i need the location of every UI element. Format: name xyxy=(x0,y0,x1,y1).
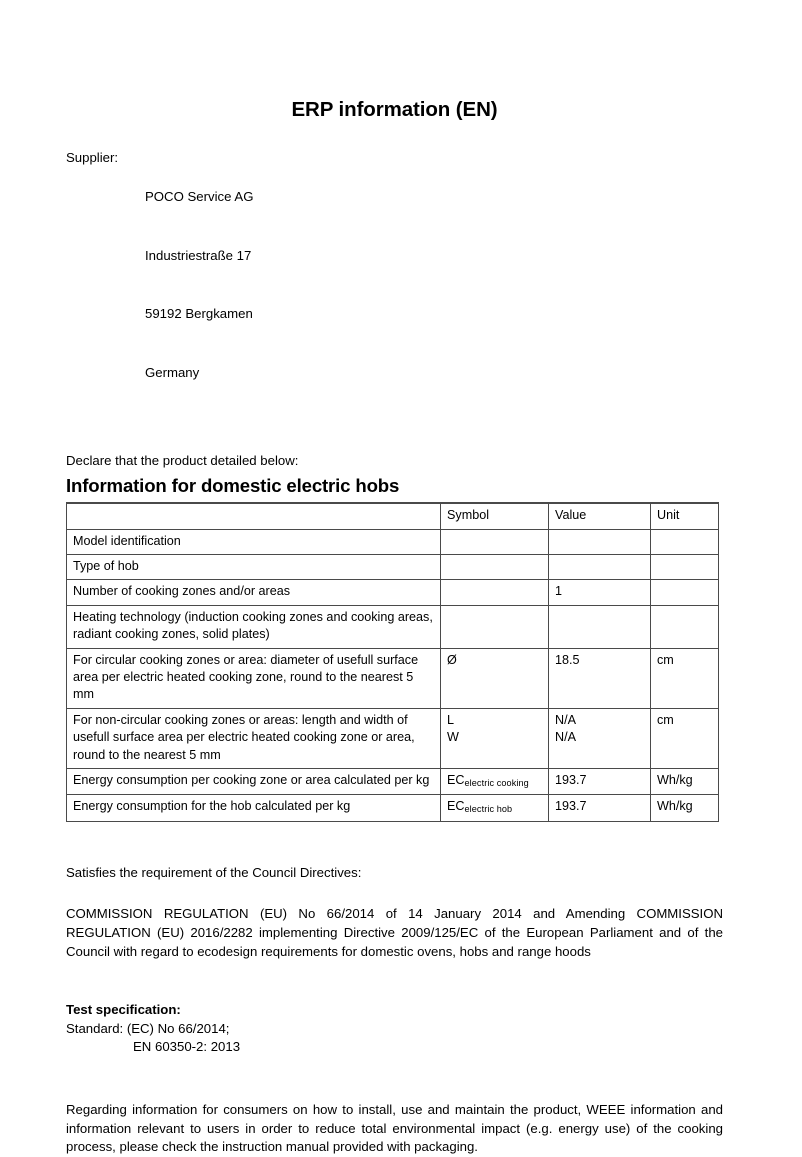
row-value xyxy=(549,529,651,554)
symbol-main: EC xyxy=(447,799,465,814)
closing-paragraph: Regarding information for consumers on how to install, use and maintain the product, WEEE information and information relevant to users in order to reduce total environmental impact (e.g. energy use) of the cooking process, please check the instruction manual provided with packaging. xyxy=(66,1102,723,1155)
row-description: Heating technology (induction cooking zones and cooking areas, radiant cooking zones, solid plates) xyxy=(67,605,441,648)
regulation-paragraph: COMMISSION REGULATION (EU) No 66/2014 of 14 January 2014 and Amending COMMISSION REGULATION (EU) 2016/2282 implementing Directive 2009/125/EC of the European Parliament and of the Council with regard to ecodesign requirements for domestic ovens, hobs and range hoods xyxy=(66,906,723,959)
row-description: Model identification xyxy=(67,529,441,554)
supplier-address-line: Germany xyxy=(145,365,200,381)
row-description: For circular cooking zones or area: diameter of usefull surface area per electric heated cooking zone, round to the nearest 5 mm xyxy=(67,648,441,708)
table-header-description xyxy=(67,503,441,529)
row-value: 193.7 xyxy=(549,769,651,795)
table-row xyxy=(67,795,719,821)
supplier-label: Supplier: xyxy=(66,149,119,165)
declare-statement: Declare that the product detailed below: xyxy=(66,452,299,468)
symbol-subscript: electric hob xyxy=(464,804,513,815)
table-row xyxy=(67,555,719,580)
row-unit: cm xyxy=(651,648,719,708)
test-specification-standard-second: EN 60350-2: 2013 xyxy=(133,1039,241,1055)
row-symbol-length: L xyxy=(447,712,455,727)
supplier-row xyxy=(66,148,723,422)
row-unit xyxy=(651,555,719,580)
row-unit: Wh/kg xyxy=(651,795,719,821)
row-symbol-width: W xyxy=(447,730,459,745)
row-unit: Wh/kg xyxy=(651,769,719,795)
table-header-row xyxy=(67,503,719,529)
table-row xyxy=(67,769,719,795)
table-row xyxy=(67,648,719,708)
row-unit xyxy=(651,605,719,648)
row-symbol-ec-electric-cooking xyxy=(441,769,549,795)
document-content xyxy=(66,0,723,1157)
page-title: ERP information (EN) xyxy=(291,98,498,121)
row-value-length: N/A xyxy=(555,712,576,727)
row-symbol xyxy=(441,605,549,648)
table-row xyxy=(67,605,719,648)
erp-specification-table xyxy=(66,502,719,822)
supplier-address xyxy=(145,148,723,422)
row-unit xyxy=(651,529,719,554)
row-description: Energy consumption for the hob calculated per kg xyxy=(67,795,441,821)
symbol-subscript: electric cooking xyxy=(464,778,529,789)
row-description: For non-circular cooking zones or areas: length and width of usefull surface area per electric heated cooking zone or area, round to the nearest 5 mm xyxy=(67,708,441,768)
table-header-symbol: Symbol xyxy=(441,503,549,529)
test-specification-title: Test specification: xyxy=(66,1002,181,1018)
table-row xyxy=(67,529,719,554)
test-specification-block xyxy=(66,1001,723,1057)
row-symbol-diameter: Ø xyxy=(441,648,549,708)
symbol-main: EC xyxy=(447,773,465,788)
row-unit xyxy=(651,580,719,605)
table-row xyxy=(67,580,719,605)
row-description: Number of cooking zones and/or areas xyxy=(67,580,441,605)
row-symbol xyxy=(441,555,549,580)
row-unit: cm xyxy=(651,708,719,768)
section-heading: Information for domestic electric hobs xyxy=(66,474,400,496)
row-value: 193.7 xyxy=(549,795,651,821)
row-value xyxy=(549,605,651,648)
row-value-length-width xyxy=(549,708,651,768)
supplier-address-line: 59192 Bergkamen xyxy=(145,306,253,322)
row-symbol xyxy=(441,529,549,554)
row-description: Type of hob xyxy=(67,555,441,580)
row-value-width: N/A xyxy=(555,730,576,745)
row-value xyxy=(549,555,651,580)
table-row xyxy=(67,708,719,768)
row-value: 1 xyxy=(549,580,651,605)
table-header-value: Value xyxy=(549,503,651,529)
satisfies-statement: Satisfies the requirement of the Council Directives: xyxy=(66,864,362,880)
table-header-unit: Unit xyxy=(651,503,719,529)
supplier-block xyxy=(66,148,723,422)
row-symbol-length-width xyxy=(441,708,549,768)
supplier-address-line: Industriestraße 17 xyxy=(145,247,252,263)
row-value: 18.5 xyxy=(549,648,651,708)
row-symbol-ec-electric-hob xyxy=(441,795,549,821)
row-description: Energy consumption per cooking zone or area calculated per kg xyxy=(67,769,441,795)
row-symbol xyxy=(441,580,549,605)
supplier-address-line: POCO Service AG xyxy=(145,188,254,204)
test-specification-standard: Standard: (EC) No 66/2014; xyxy=(66,1020,230,1036)
